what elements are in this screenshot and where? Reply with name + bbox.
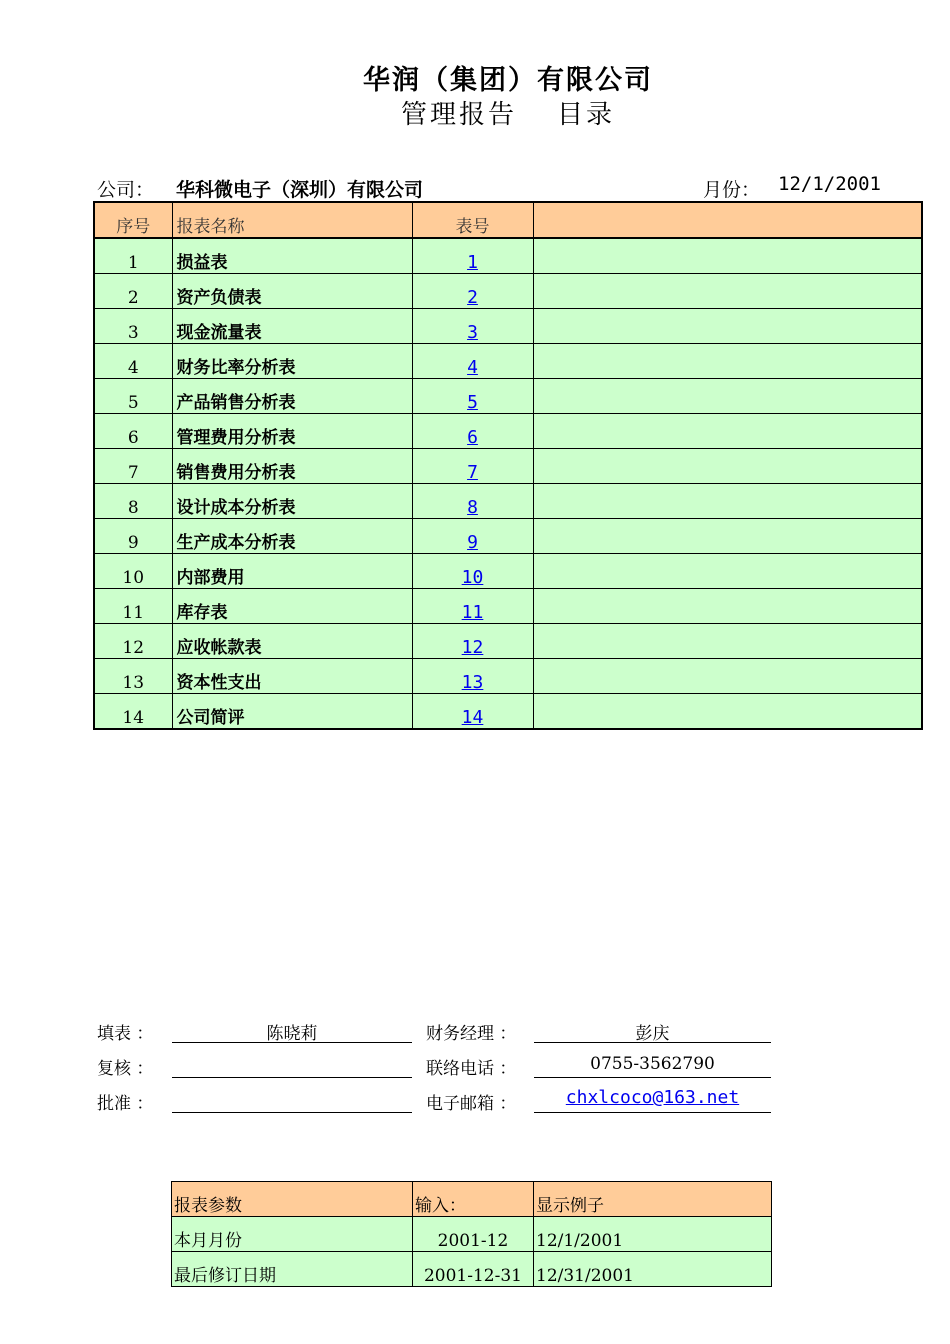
report-link[interactable]: 3: [467, 322, 478, 343]
blank-cell: [533, 379, 922, 414]
row-number: 1: [94, 238, 172, 274]
row-number: 3: [94, 309, 172, 344]
table-row: [94, 309, 922, 344]
param-example: 12/31/2001: [534, 1252, 772, 1287]
report-name: 损益表: [172, 238, 412, 274]
report-link[interactable]: 13: [461, 672, 484, 693]
report-link-cell: [412, 554, 533, 589]
blank-cell: [533, 624, 922, 659]
table-row: [94, 274, 922, 309]
table-row: [94, 589, 922, 624]
report-link[interactable]: 14: [461, 707, 484, 728]
report-link-cell: [412, 344, 533, 379]
month-value: 12/1/2001: [778, 173, 881, 195]
report-link[interactable]: 9: [467, 532, 478, 553]
report-link-cell: [412, 624, 533, 659]
reviewer-line: [172, 1077, 412, 1078]
report-title: 华润（集团）有限公司: [363, 65, 653, 96]
col-header-name: 报表名称: [172, 202, 412, 238]
report-link-cell: [412, 589, 533, 624]
report-name: 财务比率分析表: [172, 344, 412, 379]
blank-cell: [533, 449, 922, 484]
subtitle-right: 目录: [557, 100, 616, 130]
report-name: 资本性支出: [172, 659, 412, 694]
manager-label: 财务经理 ：: [426, 1024, 517, 1044]
filler-value: 陈晓莉: [266, 1024, 318, 1044]
month-label: 月份：: [703, 179, 761, 201]
blank-cell: [533, 344, 922, 379]
table-row: [94, 554, 922, 589]
report-name: 产品销售分析表: [172, 379, 412, 414]
phone-line: [534, 1077, 771, 1078]
report-link[interactable]: 5: [467, 392, 478, 413]
report-link[interactable]: 6: [467, 427, 478, 448]
report-name: 现金流量表: [172, 309, 412, 344]
report-name: 内部费用: [172, 554, 412, 589]
report-name: 公司简评: [172, 694, 412, 730]
phone-value: 0755-3562790: [590, 1054, 715, 1074]
approver-line: [172, 1112, 412, 1113]
reviewer-label: 复核 ：: [97, 1059, 154, 1079]
table-row: [94, 238, 922, 274]
report-link[interactable]: 12: [461, 637, 484, 658]
email-link[interactable]: chxlcoco@163.net: [565, 1087, 740, 1108]
table-row: [94, 519, 922, 554]
col-header-no: 序号: [94, 202, 172, 238]
param-example: 12/1/2001: [534, 1217, 772, 1252]
param-name: 最后修订日期: [172, 1252, 413, 1287]
row-number: 9: [94, 519, 172, 554]
table-row: [94, 484, 922, 519]
row-number: 10: [94, 554, 172, 589]
row-number: 7: [94, 449, 172, 484]
row-number: 5: [94, 379, 172, 414]
report-link[interactable]: 2: [467, 287, 478, 308]
filler-label: 填表 ：: [97, 1024, 154, 1044]
report-link-cell: [412, 309, 533, 344]
report-name: 库存表: [172, 589, 412, 624]
manager-value: 彭庆: [635, 1024, 670, 1044]
table-row: [94, 694, 922, 730]
report-link[interactable]: 8: [467, 497, 478, 518]
report-link-cell: [412, 238, 533, 274]
blank-cell: [533, 659, 922, 694]
row-number: 8: [94, 484, 172, 519]
report-link[interactable]: 1: [467, 252, 478, 273]
blank-cell: [533, 414, 922, 449]
param-name: 本月月份: [172, 1217, 413, 1252]
email-label: 电子邮箱 ：: [426, 1094, 517, 1114]
report-name: 生产成本分析表: [172, 519, 412, 554]
blank-cell: [533, 589, 922, 624]
table-row: [94, 344, 922, 379]
table-row: [94, 414, 922, 449]
report-index-table: [93, 201, 923, 730]
params-table: [171, 1181, 772, 1287]
blank-cell: [533, 694, 922, 730]
subtitle-left: 管理报告: [400, 100, 517, 130]
report-link[interactable]: 10: [461, 567, 484, 588]
approver-label: 批准 ：: [97, 1094, 154, 1114]
table-row: [94, 624, 922, 659]
table-row: [94, 379, 922, 414]
col-header-link: 表号: [412, 202, 533, 238]
email-line: [534, 1112, 771, 1113]
table-row: [94, 449, 922, 484]
report-link[interactable]: 11: [461, 602, 484, 623]
report-name: 设计成本分析表: [172, 484, 412, 519]
report-name: 销售费用分析表: [172, 449, 412, 484]
report-link-cell: [412, 519, 533, 554]
row-number: 13: [94, 659, 172, 694]
blank-cell: [533, 484, 922, 519]
row-number: 11: [94, 589, 172, 624]
row-number: 4: [94, 344, 172, 379]
report-link-cell: [412, 449, 533, 484]
phone-label: 联络电话 ：: [426, 1059, 517, 1079]
report-link-cell: [412, 694, 533, 730]
report-link-cell: [412, 274, 533, 309]
params-row: [172, 1252, 772, 1287]
row-number: 2: [94, 274, 172, 309]
params-row: [172, 1217, 772, 1252]
blank-cell: [533, 309, 922, 344]
report-link-cell: [412, 484, 533, 519]
report-link[interactable]: 4: [467, 357, 478, 378]
table-row: [94, 659, 922, 694]
blank-cell: [533, 274, 922, 309]
row-number: 12: [94, 624, 172, 659]
blank-cell: [533, 238, 922, 274]
params-header-row: [172, 1182, 772, 1217]
param-input[interactable]: 2001-12: [413, 1217, 534, 1252]
params-header-name: 报表参数: [172, 1182, 413, 1217]
blank-cell: [533, 554, 922, 589]
params-header-input: 输入：: [413, 1182, 534, 1217]
report-name: 应收帐款表: [172, 624, 412, 659]
params-header-example: 显示例子: [534, 1182, 772, 1217]
col-header-blank: [533, 202, 922, 238]
report-name: 管理费用分析表: [172, 414, 412, 449]
company-label: 公司：: [97, 179, 155, 201]
report-name: 资产负债表: [172, 274, 412, 309]
report-subtitle: [0, 94, 950, 131]
param-input[interactable]: 2001-12-31: [413, 1252, 534, 1287]
report-link-cell: [412, 659, 533, 694]
report-link-cell: [412, 379, 533, 414]
report-link-cell: [412, 414, 533, 449]
report-link[interactable]: 7: [467, 462, 478, 483]
company-name: 华科微电子（深圳）有限公司: [176, 179, 424, 201]
blank-cell: [533, 519, 922, 554]
row-number: 14: [94, 694, 172, 730]
row-number: 6: [94, 414, 172, 449]
table-header-row: [94, 202, 922, 238]
